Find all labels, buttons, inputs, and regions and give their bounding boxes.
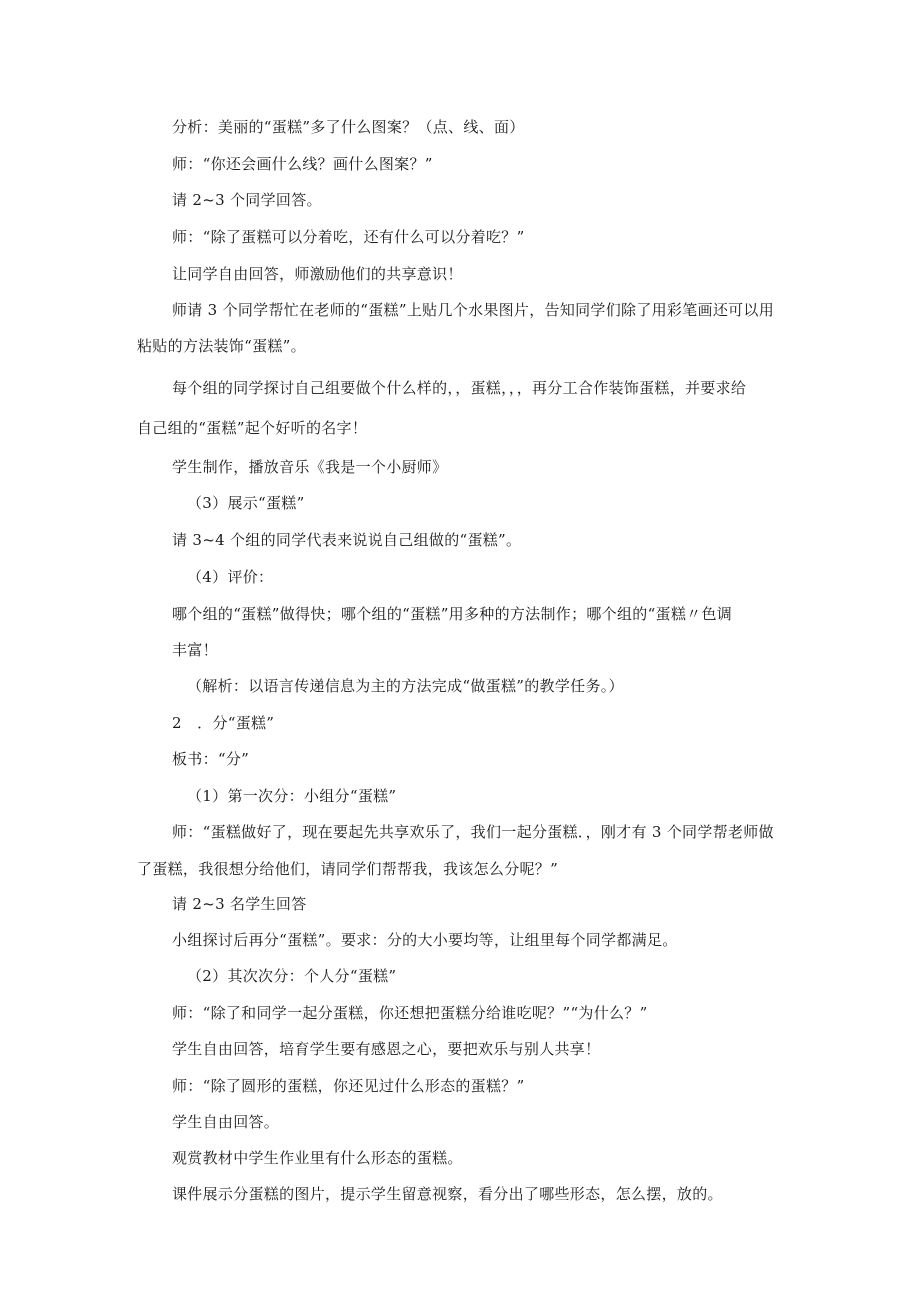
paragraph-line: 哪个组的“蛋糕”做得快；哪个组的“蛋糕”用多种的方法制作；哪个组的“蛋糕〃色调 [172, 605, 733, 623]
paragraph-line: 师：“你还会画什么线？画什么图案？” [172, 155, 433, 173]
section-heading: （4）评价： [187, 568, 274, 586]
paragraph-line: 了蛋糕，我很想分给他们，请同学们帮帮我，我该怎么分呢？” [137, 860, 559, 878]
paragraph-line: 请 2~3 个同学回答。 [172, 191, 322, 209]
section-heading: （3）展示“蛋糕” [187, 494, 305, 512]
paragraph-line: 师：“除了和同学一起分蛋糕，你还想把蛋糕分给谁吃呢？”“为什么？” [172, 1004, 648, 1022]
paragraph-line: 师：“除了圆形的蛋糕，你还见过什么形态的蛋糕？” [172, 1077, 525, 1095]
paragraph-line: 板书：“分” [172, 750, 250, 768]
paragraph-line: 课件展示分蛋糕的图片，提示学生留意视察，看分出了哪些形态，怎么摆，放的。 [172, 1185, 723, 1203]
section-heading: （2）其次次分：个人分“蛋糕” [187, 967, 397, 985]
paragraph-line: （解析：以语言传递信息为主的方法完成“做蛋糕”的教学任务。） [187, 677, 624, 695]
paragraph-line: 学生制作，播放音乐《我是一个小厨师》 [172, 458, 448, 476]
paragraph-line: 让同学自由回答，师激励他们的共享意识！ [172, 265, 463, 283]
section-heading: 2 ．分“蛋糕” [172, 714, 275, 732]
paragraph-line: 分析：美丽的“蛋糕”多了什么图案？（点、线、面） [172, 118, 525, 136]
paragraph-line: 师：“蛋糕做好了，现在要起先共享欢乐了，我们一起分蛋糕．，刚才有 3 个同学帮老师做 [172, 823, 774, 841]
paragraph-line: 每个组的同学探讨自己组要做个什么样的，，蛋糕，，，再分工合作装饰蛋糕，并要求给 [172, 379, 747, 397]
paragraph-line: 自己组的“蛋糕”起个好听的名字！ [137, 419, 368, 437]
paragraph-line: 学生自由回答。 [172, 1113, 280, 1131]
paragraph-line: 请 2~3 名学生回答 [172, 895, 307, 913]
paragraph-line: 粘贴的方法装饰“蛋糕”。 [137, 337, 306, 355]
paragraph-line: 观赏教材中学生作业里有什么形态的蛋糕。 [172, 1149, 463, 1167]
paragraph-line: 师：“除了蛋糕可以分着吃，还有什么可以分着吃？” [172, 228, 525, 246]
paragraph-line: 丰富！ [172, 641, 218, 659]
paragraph-line: 小组探讨后再分“蛋糕”。要求：分的大小要均等，让组里每个同学都满足。 [172, 931, 678, 949]
paragraph-line: 请 3~4 个组的同学代表来说说自己组做的“蛋糕”。 [172, 531, 522, 549]
paragraph-line: 学生自由回答，培育学生要有感恩之心，要把欢乐与别人共享！ [172, 1040, 601, 1058]
section-heading: （1）第一次分：小组分“蛋糕” [187, 787, 397, 805]
paragraph-line: 师请 3 个同学帮忙在老师的“蛋糕”上贴几个水果图片，告知同学们除了用彩笔画还可以用 [172, 301, 775, 319]
